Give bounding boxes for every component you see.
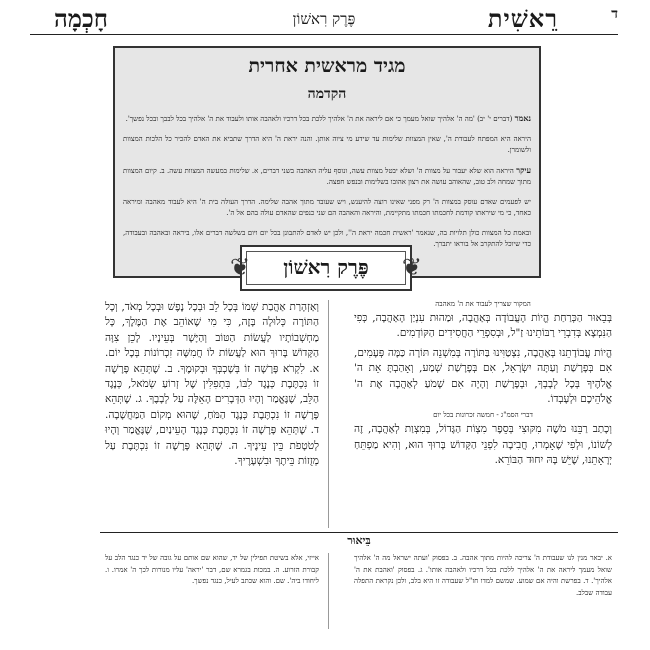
introduction-box [113,46,541,281]
main-paragraph: וְכָתַב רַבֵּנוּ מֹשֶׁה מִקּוּצִי בְּסֵפֶר מִצְוֹת הַגָּדוֹל, בְּמִצְוַת לְאַהֲבָה, זֶה לְשׁוֹנוֹ, וּלְפִי שֶׁאָמְרוּ, חֲבִיבָה לִפְנֵי הַקָּדוֹשׁ בָּרוּךְ הוּא, וְהִיא מַפְתֵּחַ יְרָאָתֵנוּ, שֶׁיֵּשׁ בָּהּ יִחוּד הַבּוֹרֵא. [354,423,612,467]
chapter-reference: פֶּרֶק רִאשׁוֹן [292,10,356,28]
introduction-title: מגיד מראשית אחרית [248,55,406,77]
commentary-right-column: א. יבאר מנין לנו שעבודת ה' צריכה להיות מתוך אהבה. ב. בפסוק 'ועתה ישראל מה ה' אלהיך שואל מעמך ליראה את ה' אלהיך ללכת בכל דרכיו ולאהבה אותו'. ג. בפסוק 'ואהבת את ה' אלהיך'. ד. בפרשת והיה אם שמוע. שמשם למדו חז"ל שעבודה זו היא בלב, ולכן נקראת התפלה עבודה שבלב. [354,554,612,597]
lead-word: נאמר [514,113,531,123]
main-paragraph: וְאַזְהָרַת אַהֲבַת שְׁמוֹ בְּכָל לֵב וּבְכָל נֶפֶשׁ וּבְכָל מְאֹד, וְכָל הַתּוֹרָה כְּלוּלָה בָּזֶה, כִּי מִי שֶׁאוֹהֵב אֶת הַמֶּלֶךְ, כָּל מַחְשְׁבוֹתָיו לַעֲשׂוֹת הַטּוֹב וְהַיָּשָׁר בְּעֵינָיו. לָכֵן צִוָּה הַקָּדוֹשׁ בָּרוּךְ הוּא לַעֲשׂוֹת לוֹ חֲמִשָּׁה זִכְרוֹנוֹת בְּכָל יוֹם. א. לִקְרֹא פָּרָשָׁה זוֹ בְּשָׁכְבְּךָ וּבְקוּמֶךָ. ב. שֶׁתְּהֵא פָּרָשָׁה זוֹ נִכְתֶּבֶת כְּנֶגֶד לִבּוֹ, בִּתְפִלִּין שֶׁל זְרוֹעַ שְׂמֹאל, כְּנֶגֶד הַלֵּב, שֶׁנֶּאֱמַר וְהָיוּ הַדְּבָרִים הָאֵלֶּה עַל לְבָבֶךָ. ג. שֶׁתְּהֵא פָּרָשָׁה זוֹ נִכְתֶּבֶת כְּנֶגֶד הַמֹּחַ, שֶׁהוּא מְקוֹם הַמַּחֲשָׁבָה. ד. שֶׁתְּהֵא פָּרָשָׁה זוֹ נִכְתֶּבֶת כְּנֶגֶד הָעֵינַיִם, שֶׁנֶּאֱמַר וְהָיוּ לְטֹטָפֹת בֵּין עֵינֶיךָ. ה. שֶׁתְּהֵא פָּרָשָׁה זוֹ נִכְתֶּבֶת עַל מְזֻזוֹת בֵּיתֶךָ וּבִשְׁעָרֶיךָ. [105,301,319,468]
side-heading: דברי הסמ"ג - חמשה זכרונות בכל יום [433,411,533,420]
introduction-paragraph: היראה היא המפתח לעבודת ה', שאין המצוות שלימות עד שידע מי ציוה אותן. והנה יראת ה' היא הדרך שתביא את האדם להכיר כל הלכות המצוות ולשומרן. [123,135,531,154]
paragraph-text: היראה הוא שלא יעבור על מצוות ה' ושלא יבטל מצוות עשה, ונוסף עליה האהבה בשני דברים, א. שלימות במעשה המצוות עשה. ב. קיום המצוות מתוך שמחה ולב טוב, שהאוהב עושה את רצון אהובו בשלימות ובנפש חפצה. [123,167,531,186]
page-number: ד [611,6,618,22]
introduction-paragraph: יש לפעמים שאדם עוסק במצוות ה' רק מפני שאינו רוצה להיענש, ויש שעובד מתוך אהבה שלימה. הדרך העולה בית ה' היא לעבוד מאהבה ומיראה כאחד, כי מי שיראתו קודמת לחכמתו חכמתו מתקיימת, והיראה והאהבה הם שני כנפים שהאדם עולה בהם אל ה'. [123,198,531,217]
section-subtitle: חָכְמָה [54,4,108,33]
book-title: רֵאשִׁית [487,4,558,33]
flourish-icon: ❦ [401,253,422,281]
commentary-header [100,532,618,549]
introduction-paragraph: ובאמת כל המצוות כולן תלויות בה, שנאמר 'ראשית חכמה יראת ה'', ולכן יש לאדם להתבונן בכל יום ויום בשלשה דברים אלו, ביראה ובאהבה ובעבודה, כדי שיוכל להתקרב אל בוראו יתברך. [123,229,531,248]
commentary-left-column: אייזי, אלא בשיטת תפילין של יד, שהוא שם אותם על גובה של יד כנגד הלב על קבורת הזרוע. ה. במכות בגמרא שם, דבר 'יראה' עליו מנורות לכך ה' אמרו. ו. ליחודו ביה'. שם. והוא שכתב לעיל, כנגד נפשך. [105,554,319,585]
main-text-left-column [105,300,319,469]
chapter-title: פֶּרֶק רִאשׁוֹן [283,255,369,279]
commentary-title: בֵּיאוּר [347,534,371,547]
lead-word: עיקר [516,165,531,175]
main-paragraph: בְּבֵאוּר הַכְּרַחַת הֱיוֹת הָעֲבוֹדָה בְּאַהֲבָה, וּמַהוּת עִנְיַן הָאַהֲבָה, כְּפִי הַנִּמְצָא בְּדִבְרֵי רַבּוֹתֵינוּ זַ"ל, וּבְסִפְרֵי הַחֲסִידִים הַקּוֹדְמִים. [354,312,612,340]
main-paragraph: הֱיוֹת עֲבוֹדָתֵנוּ בְּאַהֲבָה, נִצְטַוִּינוּ בַּתּוֹרָה בְּמִשְׁנֵה תּוֹרָה כַּמָּה פְּעָמִים, אִם בְּפָרָשַׁת וְעַתָּה יִשְׂרָאֵל, אִם בְּפָרָשַׁת שְׁמַע, וְאָהַבְתָּ אֵת ה' אֱלֹהֶיךָ בְּכָל לְבָבְךָ, וּבְפָרָשַׁת וְהָיָה אִם שָׁמֹעַ לְאַהֲבָה אֶת ה' אֱלֹהֵיכֶם וּלְעָבְדוֹ. [354,346,612,406]
column-divider [328,300,329,528]
paragraph-text: (דברים י' יב) 'מה ה' אלהיך שואל מעמך כי אם ליראה את ה' אלהיך ללכת בכל דרכיו ולאהבה אותו ולעבוד את ה' אלהיך בכל לבבך ובכל נפשך'. [125,115,513,123]
main-text-right-column [354,300,612,469]
flourish-icon: ❦ [230,253,251,281]
introduction-paragraph [123,113,531,125]
chapter-ornament [230,245,422,291]
introduction-paragraph [123,165,531,188]
side-heading: המקור שצריך לעבוד את ה' מאהבה [435,300,531,308]
column-divider [328,553,329,629]
running-header [30,4,618,35]
introduction-subtitle: הקדמה [307,86,347,102]
